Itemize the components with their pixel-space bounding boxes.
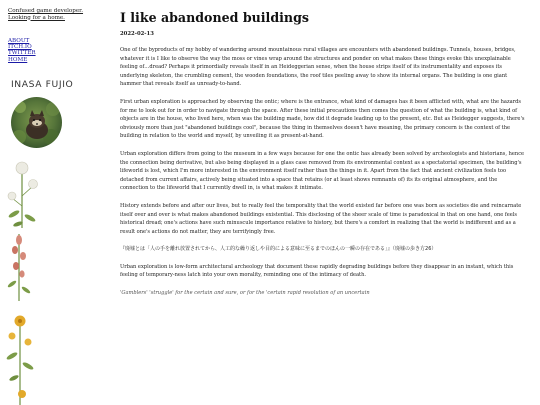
tagline-line-2[interactable]: Looking for a home.: [8, 14, 65, 21]
tagline-line-1[interactable]: Confused game developer.: [8, 8, 84, 14]
post-paragraph: History extends before and after our lives, but to really feel the temporality that the world existed far before one was born as societies die and reincarnate itself over and over is what makes abandoned buildings existential. This disclosing of the sheer scale of time is paradoxical in that on one hand, one feels historical dread; one's actions have such minuscule importance relative to history, but there's a comfort in realizing that the world is indifferent and as a result one's actions do not matter, they are terrifyingly free.: [120, 202, 522, 235]
author-name: INASA FUJIO: [11, 79, 74, 90]
nav-link-twitter[interactable]: TWITTER: [8, 50, 36, 57]
nav-link-about[interactable]: ABOUT: [8, 38, 30, 44]
flower-illustrations-icon: [0, 156, 70, 405]
post-paragraph: Urban exploration is low-form architectural archeology that document these rapidly degrading buildings before they disappear in an instant, which this feeling of temporary-ness latch into your own morality, reminding one of the intimacy of death.: [120, 263, 514, 279]
raccoon-dog-photo-icon: [11, 97, 62, 148]
post-title: I like abandoned buildings: [120, 10, 309, 25]
post-paragraph: First urban exploration is approached by observing the ontic; where is the entrance, what kind of damages has it been afflicted with, what are the hazards for me to look out for in order to navigate through the space. After these initial precautions then comes the question of what the building is, what kind of objects are in the house, who lived here, when was the building made, how did it degrade leading up to the present, etc. But as Heidegger suggests, there's obviously more than just "abandoned buildings cool", because the thing in themselves doesn't have meaning, the primary concern is the context of the building in relation to the world and myself, by unveiling it as present-at-hand.: [120, 98, 525, 140]
botanical-illustrations: [0, 156, 70, 405]
partial-quote: 'Gamblers' 'struggle' for the certain and sure, or for the 'certain rapid resolution of an uncertain: [120, 290, 370, 297]
yellow-flower-icon: [6, 316, 35, 405]
pink-spike-flower-icon: [7, 234, 31, 301]
post-content: [120, 10, 526, 298]
sidebar-nav: [8, 38, 36, 63]
tagline: [8, 8, 108, 21]
umbel-flower-icon: [8, 162, 38, 228]
japanese-quote: 『廃墟とは「人の手を離れ放置されてから、人工的な繰り返しや目的による意味に至るまでのほんの一瞬の存在である」』（廃墟の歩き方26）: [120, 246, 437, 253]
post-date: 2022-02-13: [120, 31, 154, 37]
nav-link-itchio[interactable]: ITCH.IO: [8, 44, 32, 51]
post-paragraph: One of the byproducts of my hobby of wandering around mountainous rural villages are encounters with abandoned buildings. Tunnels, houses, bridges, whatever it is I like to observe the way the moss or vines wrap around the structures and ponder on what makes these things evoke this unexplainable feeling of…dread? Perhaps it primordially reveals itself in an Heideggerian sense, when the house strips itself of its instrumentality and exposes its underlying skeleton, the crumbling cement, the wooden foundations, the roof tiles peeling away to show its internal organs. The building is one giant hammer that reveals itself as unready-to-hand.: [120, 47, 516, 88]
sidebar: [0, 0, 108, 405]
post-paragraph: Urban exploration differs from going to the museum in a few ways because for one the ontic has already been solved by archeologists and historians, hence the connection being derivative, but also being displayed in a glass case removed from its environmental context as a spectatorial specimen, the building's lifeworld is lost, which I'm more interested in the environment itself rather than the things in it. Apart from the fact that ancient civilization feels too detached from current affairs, actively being situated into a space that retains (or at least shows remnants of) its its original atmosphere, and the connection to the lifeworld that I currently dwell in, is what makes it intimate.: [120, 150, 525, 192]
avatar: [11, 97, 62, 148]
nav-link-home[interactable]: HOME: [8, 56, 28, 63]
